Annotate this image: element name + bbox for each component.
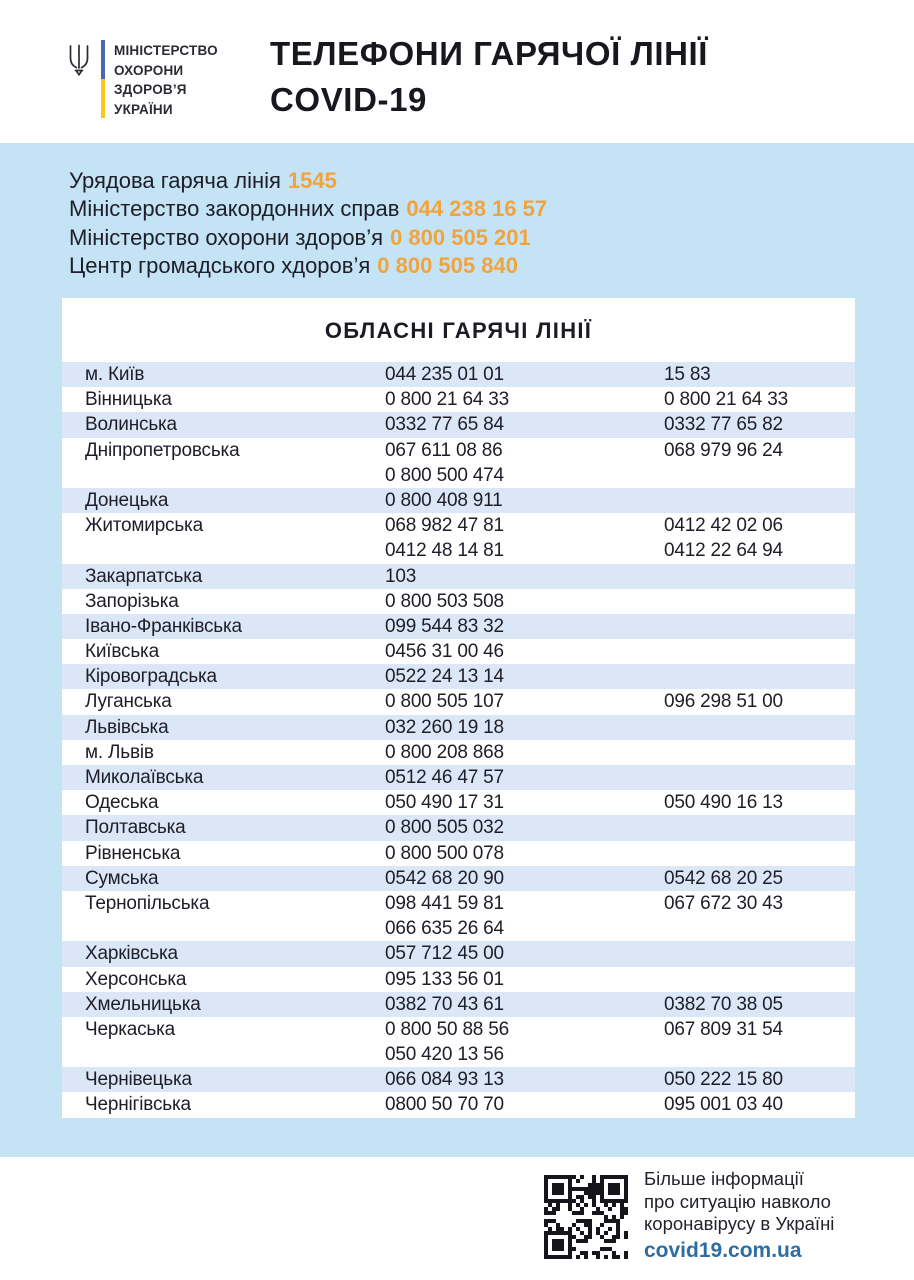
page-title (270, 31, 708, 123)
phone-secondary-cell (664, 589, 855, 614)
region-cell (62, 438, 385, 488)
region-name: Івано-Франківська (85, 615, 242, 637)
phone-primary-cell (385, 790, 664, 815)
phone-primary-cell (385, 941, 664, 966)
phone-primary: 0412 48 14 81 (385, 540, 504, 562)
phone-secondary: 050 490 16 13 (664, 792, 783, 814)
phone-primary: 0512 46 47 57 (385, 767, 504, 788)
national-hotlines (69, 167, 547, 281)
phone-primary: 0 800 50 88 56 (385, 1018, 509, 1040)
table-row (62, 438, 855, 488)
region-cell (62, 362, 385, 387)
region-cell (62, 589, 385, 614)
phone-primary: 0800 50 70 70 (385, 1094, 504, 1116)
phone-primary-cell (385, 891, 664, 941)
region-name: Тернопільська (85, 892, 210, 914)
region-name: м. Київ (85, 364, 145, 385)
table-row (62, 841, 855, 866)
phone-secondary-cell (664, 664, 855, 689)
phone-primary: 0522 24 13 14 (385, 666, 504, 688)
table-row (62, 564, 855, 589)
phone-primary-cell (385, 639, 664, 664)
phone-secondary: 068 979 96 24 (664, 439, 783, 461)
table-row (62, 1092, 855, 1117)
phone-secondary: 067 672 30 43 (664, 892, 783, 914)
region-name: Одеська (85, 792, 159, 814)
region-name: Донецька (85, 489, 169, 511)
region-name: Кіровоградська (85, 666, 217, 688)
region-cell (62, 967, 385, 992)
table-row (62, 362, 855, 387)
phone-primary: 066 635 26 64 (385, 918, 504, 940)
region-name: Волинська (85, 414, 177, 436)
region-cell (62, 639, 385, 664)
phone-primary: 068 982 47 81 (385, 515, 504, 537)
phone-primary: 0456 31 00 46 (385, 641, 504, 663)
ministry-name-line: УКРАЇНИ (114, 101, 173, 117)
hotline-number: 0 800 505 840 (377, 253, 518, 279)
phone-primary: 0 800 408 911 (385, 489, 503, 511)
region-cell (62, 866, 385, 891)
logo-flag-divider (101, 40, 105, 118)
phone-primary: 044 235 01 01 (385, 364, 504, 385)
region-name: Черкаська (85, 1018, 175, 1040)
table-row (62, 765, 855, 790)
phone-primary-cell (385, 967, 664, 992)
table-row (62, 1067, 855, 1092)
table-row (62, 1017, 855, 1067)
region-cell (62, 715, 385, 740)
phone-primary: 098 441 59 81 (385, 892, 504, 914)
hotline-item (69, 224, 547, 252)
phone-primary-cell (385, 513, 664, 563)
phone-secondary: 0412 22 64 94 (664, 540, 783, 562)
phone-secondary-cell (664, 715, 855, 740)
phone-secondary-cell (664, 614, 855, 639)
region-cell (62, 815, 385, 840)
table-row (62, 614, 855, 639)
phone-secondary-cell (664, 564, 855, 589)
hotline-item (69, 167, 547, 195)
phone-primary: 050 420 13 56 (385, 1044, 504, 1066)
phone-primary-cell (385, 362, 664, 387)
phone-primary-cell (385, 765, 664, 790)
ministry-name-line: ОХОРОНИ (114, 62, 184, 78)
region-cell (62, 488, 385, 513)
trident-icon (66, 44, 92, 76)
phone-primary: 0 800 503 508 (385, 590, 504, 612)
phone-primary: 0 800 505 107 (385, 691, 504, 713)
phone-secondary-cell (664, 841, 855, 866)
phone-secondary-cell (664, 412, 855, 437)
footer-info-line: коронавірусу в Україні (644, 1213, 835, 1234)
hotline-item (69, 252, 547, 280)
qr-code (540, 1171, 632, 1263)
region-name: Закарпатська (85, 565, 203, 587)
phone-secondary-cell (664, 866, 855, 891)
region-cell (62, 564, 385, 589)
region-name: Рівненська (85, 842, 181, 864)
phone-primary: 0 800 500 474 (385, 464, 504, 486)
region-cell (62, 740, 385, 765)
region-name: Полтавська (85, 817, 186, 839)
regional-hotlines-table (62, 298, 855, 1118)
region-name: Вінницька (85, 389, 172, 411)
region-name: Чернівецька (85, 1069, 192, 1091)
region-name: Миколаївська (85, 767, 204, 788)
phone-secondary: 0 800 21 64 33 (664, 389, 788, 411)
region-name: Луганська (85, 691, 172, 713)
table-row (62, 488, 855, 513)
phone-secondary-cell (664, 815, 855, 840)
phone-primary: 066 084 93 13 (385, 1069, 504, 1091)
region-cell (62, 689, 385, 714)
table-row (62, 689, 855, 714)
footer-info-line: про ситуацію навколо (644, 1190, 831, 1212)
table-row (62, 866, 855, 891)
phone-secondary-cell (664, 1017, 855, 1067)
region-cell (62, 387, 385, 412)
region-name: Запорізька (85, 590, 179, 612)
table-row (62, 891, 855, 941)
phone-primary: 032 260 19 18 (385, 716, 504, 738)
hotline-label: Міністерство охорони здоров’я (69, 224, 384, 250)
region-cell (62, 664, 385, 689)
phone-primary: 0 800 505 032 (385, 817, 504, 839)
covid19-link[interactable]: covid19.com.ua (644, 1238, 802, 1262)
table-row (62, 815, 855, 840)
ministry-name-line: МІНІСТЕРСТВО (114, 43, 218, 58)
region-name: Чернігівська (85, 1094, 191, 1116)
region-cell (62, 765, 385, 790)
region-cell (62, 513, 385, 563)
page-title-line1: ТЕЛЕФОНИ ГАРЯЧОЇ ЛІНІЇ (270, 35, 709, 72)
region-cell (62, 1092, 385, 1117)
phone-primary: 103 (385, 565, 417, 587)
phone-primary-cell (385, 438, 664, 488)
phone-primary-cell (385, 815, 664, 840)
footer (0, 1157, 914, 1280)
blue-panel (0, 143, 914, 1157)
header (0, 0, 914, 143)
region-name: Сумська (85, 867, 159, 889)
region-cell (62, 941, 385, 966)
phone-primary: 0332 77 65 84 (385, 414, 504, 436)
phone-secondary-cell (664, 992, 855, 1017)
phone-secondary-cell (664, 967, 855, 992)
phone-primary: 0382 70 43 61 (385, 993, 504, 1015)
phone-secondary: 096 298 51 00 (664, 691, 783, 713)
phone-primary: 099 544 83 32 (385, 615, 504, 637)
phone-secondary-cell (664, 488, 855, 513)
phone-secondary-cell (664, 438, 855, 488)
phone-primary: 050 490 17 31 (385, 792, 504, 814)
phone-primary-cell (385, 589, 664, 614)
table-row (62, 941, 855, 966)
region-cell (62, 891, 385, 941)
ministry-logo (66, 40, 218, 119)
footer-text (644, 1168, 834, 1263)
footer-info-line: Більше інформації (644, 1168, 804, 1189)
phone-primary-cell (385, 387, 664, 412)
phone-primary: 067 611 08 86 (385, 439, 503, 461)
table-row (62, 967, 855, 992)
region-name: Харківська (85, 943, 178, 965)
page-title-line2: COVID-19 (270, 81, 428, 118)
phone-secondary-cell (664, 639, 855, 664)
region-cell (62, 992, 385, 1017)
region-cell (62, 412, 385, 437)
phone-secondary-cell (664, 740, 855, 765)
region-name: Херсонська (85, 968, 187, 990)
table-row (62, 589, 855, 614)
region-name: Київська (85, 641, 159, 663)
table-title: ОБЛАСНІ ГАРЯЧІ ЛІНІЇ (324, 318, 593, 343)
region-cell (62, 614, 385, 639)
region-cell (62, 1067, 385, 1092)
phone-primary: 057 712 45 00 (385, 943, 504, 965)
phone-secondary: 0382 70 38 05 (664, 993, 783, 1015)
hotline-item (69, 195, 547, 223)
phone-secondary: 095 001 03 40 (664, 1094, 783, 1116)
region-name: Дніпропетровська (85, 439, 240, 461)
hotline-number: 1545 (287, 168, 337, 193)
region-cell (62, 841, 385, 866)
phone-primary-cell (385, 866, 664, 891)
phone-secondary: 0542 68 20 25 (664, 867, 783, 889)
phone-secondary-cell (664, 1067, 855, 1092)
region-name: Житомирська (85, 515, 203, 537)
hotline-label: Центр громадського хдоров’я (69, 253, 371, 279)
hotline-number: 044 238 16 57 (406, 196, 548, 222)
phone-primary-cell (385, 841, 664, 866)
phone-primary-cell (385, 740, 664, 765)
phone-secondary-cell (664, 689, 855, 714)
phone-primary-cell (385, 689, 664, 714)
table-row (62, 387, 855, 412)
phone-primary-cell (385, 412, 664, 437)
phone-secondary-cell (664, 941, 855, 966)
table-row (62, 715, 855, 740)
region-cell (62, 1017, 385, 1067)
phone-primary: 0 800 500 078 (385, 842, 504, 864)
phone-secondary-cell (664, 765, 855, 790)
ministry-name-line: ЗДОРОВ’Я (114, 82, 187, 97)
phone-primary-cell (385, 664, 664, 689)
hotline-label: Міністерство закордонних справ (69, 196, 400, 222)
table-row (62, 664, 855, 689)
table-row (62, 790, 855, 815)
region-name: Хмельницька (85, 993, 201, 1015)
phone-secondary: 067 809 31 54 (664, 1018, 783, 1040)
phone-secondary-cell (664, 387, 855, 412)
footer-info (644, 1168, 834, 1236)
table-body (62, 362, 855, 1118)
phone-primary: 095 133 56 01 (385, 968, 504, 990)
phone-primary-cell (385, 715, 664, 740)
phone-primary-cell (385, 992, 664, 1017)
phone-secondary-cell (664, 1092, 855, 1117)
phone-primary: 0 800 208 868 (385, 741, 504, 763)
phone-primary: 0542 68 20 90 (385, 867, 504, 889)
ministry-name (114, 40, 218, 119)
phone-secondary: 0332 77 65 82 (664, 414, 783, 436)
phone-primary-cell (385, 1092, 664, 1117)
table-row (62, 740, 855, 765)
region-cell (62, 790, 385, 815)
table-row (62, 412, 855, 437)
phone-primary-cell (385, 614, 664, 639)
hotline-label: Урядова гаряча лінія (69, 168, 281, 193)
phone-primary-cell (385, 488, 664, 513)
phone-primary-cell (385, 564, 664, 589)
phone-secondary: 0412 42 02 06 (664, 515, 783, 537)
phone-secondary-cell (664, 891, 855, 941)
phone-secondary: 15 83 (664, 364, 711, 385)
phone-secondary: 050 222 15 80 (664, 1069, 783, 1091)
table-row (62, 513, 855, 563)
phone-primary-cell (385, 1017, 664, 1067)
table-row (62, 992, 855, 1017)
phone-secondary-cell (664, 513, 855, 563)
table-row (62, 639, 855, 664)
hotline-number: 0 800 505 201 (390, 224, 531, 250)
phone-secondary-cell (664, 362, 855, 387)
phone-primary: 0 800 21 64 33 (385, 389, 509, 411)
region-name: м. Львів (85, 741, 154, 763)
phone-secondary-cell (664, 790, 855, 815)
region-name: Львівська (85, 716, 169, 738)
phone-primary-cell (385, 1067, 664, 1092)
